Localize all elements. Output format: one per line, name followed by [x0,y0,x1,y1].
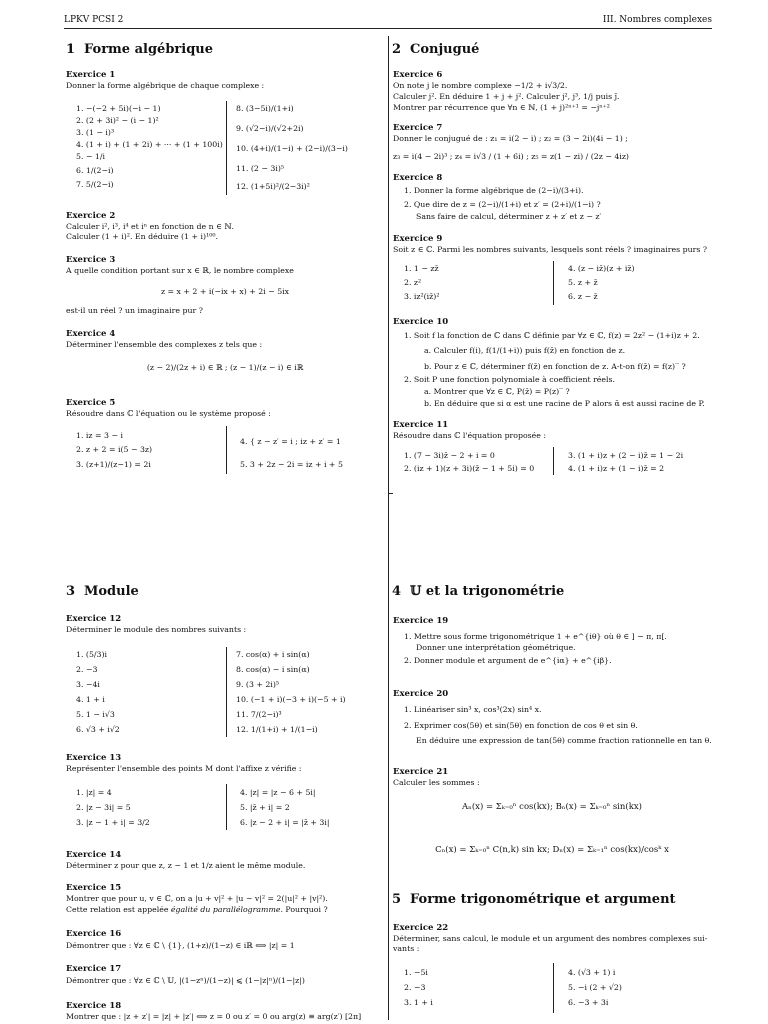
exercise-6-title: Exercice 6 [393,70,443,80]
exercise-4-title: Exercice 4 [66,329,116,339]
list-item: 2. −3 [76,665,98,674]
exercise-14-line: Déterminer z pour que z, z − 1 et 1/z aient le même module. [66,861,306,870]
header-right: III. Nombres complexes [602,15,712,25]
exercise-22-title: Exercice 22 [393,923,449,933]
exercise-19-line: 1. Mettre sous forme trigonométrique 1 + e^{iθ} où θ ∈ ] − π, π[. [404,632,667,641]
tick-mark [388,493,393,494]
list-item: 4. (z − iz̄)(z + iz̄) [568,264,635,273]
section-2-heading: 2 Conjugué [392,42,480,57]
exercise-19-title: Exercice 19 [393,616,449,626]
exercise-4-equation: (z − 2)/(2z + i) ∈ ℝ ; (z − 1)/(z − i) ∈ iℝ [146,363,304,372]
list-item: 1. 1 − zz̄ [404,264,439,273]
exercise-3-title: Exercice 3 [66,255,116,265]
list-item: 6. −3 + 3i [568,998,609,1007]
list-item: 1. |z| = 4 [76,788,112,797]
exercise-20-title: Exercice 20 [393,689,449,699]
list-item: 9. (3 + 2i)⁵ [236,680,280,689]
list-divider [226,647,227,737]
list-item: 2. (iz + 1)(z + 3i)(z̄ − 1 + 5i) = 0 [404,464,535,473]
exercise-20-line: 1. Linéariser sin³ x, cos³(2x) sin⁴ x. [404,705,542,714]
list-item: 5. 3 + 2z − 2i = iz + i + 5 [240,460,343,469]
exercise-6-line: On note j le nombre complexe −1/2 + i√3/2. [393,81,568,90]
exercise-2-line: Calculer (1 + i)². En déduire (1 + i)¹⁰⁰. [66,232,218,241]
exercise-3-line: est-il un réel ? un imaginaire pur ? [66,306,203,315]
list-item: 11. (2 − 3i)⁵ [236,164,284,173]
exercise-2-line: Calculer i², i³, i⁴ et iⁿ en fonction de n ∈ ℕ. [66,222,234,231]
list-divider [226,426,227,474]
exercise-7-line: z₃ = i(4 − 2i)³ ; z₄ = i√3 / (1 + 6i) ; z₅ = z(1 − zi) / (2z − 4iz) [393,152,629,161]
header-left: LPKV PCSI 2 [64,15,124,25]
list-item: 1. −5i [404,968,428,977]
exercise-15-line: Cette relation est appelée égalité du parallélogramme. Pourquoi ? [66,905,328,914]
list-item: 3. (1 − i)³ [76,128,115,137]
section-5-heading: 5 Forme trigonométrique et argument [392,892,676,907]
list-item: 5. − 1/i [76,152,106,161]
exercise-19-line: Donner une interprétation géométrique. [416,643,576,652]
list-item: 1. (5/3)i [76,650,108,659]
exercise-10-line: 1. Soit f la fonction de ℂ dans ℂ définie par ∀z ∈ ℂ, f(z) = 2z² − (1+i)z + 2. [404,331,700,340]
list-item: 12. 1/(1+i) + 1/(1−i) [236,725,318,734]
exercise-10-line: b. Pour z ∈ ℂ, déterminer f(z̄) en fonction de z. A-t-on f(z̄) = f(z)‾ ? [424,362,686,371]
list-divider [553,963,554,1013]
exercise-5-line: Résoudre dans ℂ l'équation ou le système proposé : [66,409,271,418]
list-divider [553,447,554,475]
exercise-18-title: Exercice 18 [66,1001,122,1011]
exercise-8-line: 1. Donner la forme algébrique de (2−i)/(3+i). [404,186,584,195]
exercise-1-title: Exercice 1 [66,70,116,80]
exercise-16-title: Exercice 16 [66,929,122,939]
list-item: 1. (7 − 3i)z̄ − 2 + i = 0 [404,451,495,460]
exercise-10-line: 2. Soit P une fonction polynomiale à coefficient réels. [404,375,615,384]
section-4-heading: 4 𝕌 et la trigonométrie [392,584,565,599]
list-item: 2. z² [404,278,422,287]
list-item: 3. |z − 1 + i| = 3/2 [76,818,150,827]
list-divider [226,101,227,195]
list-item: 10. (4+i)/(1−i) + (2−i)/(3−i) [236,144,348,153]
list-item: 4. |z| = |z − 6 + 5i| [240,788,316,797]
list-item: 3. 1 + i [404,998,433,1007]
exercise-22-line: Déterminer, sans calcul, le module et un argument des nombres complexes sui- [393,934,708,943]
list-item: 9. (√2−i)/(√2+2i) [236,124,304,133]
exercise-15-line: Montrer que pour u, v ∈ ℂ, on a |u + v|² + |u − v|² = 2(|u|² + |v|²). [66,894,328,903]
list-item: 5. |z̄ + i| = 2 [240,803,290,812]
list-item: 6. √3 + i√2 [76,725,120,734]
exercise-7-line: Donner le conjugué de : z₁ = i(2 − i) ; z₂ = (3 − 2i)(4i − 1) ; [393,134,628,143]
section-3-heading: 3 Module [66,584,139,599]
exercise-10-line: a. Calculer f(i), f(1/(1+i)) puis f(z̄) en fonction de z. [424,346,626,355]
exercise-13-title: Exercice 13 [66,753,122,763]
list-item: 4. 1 + i [76,695,105,704]
list-item: 11. 7/(2−i)³ [236,710,282,719]
list-item: 3. (1 + i)z + (2 − i)z̄ = 1 − 2i [568,451,684,460]
list-divider [553,261,554,305]
list-item: 4. (1 + i) + (1 + 2i) + ··· + (1 + 100i) [76,140,223,149]
exercise-11-line: Résoudre dans ℂ l'équation proposée : [393,431,547,440]
list-item: 7. cos(α) + i sin(α) [236,650,310,659]
list-item: 8. (3−5i)/(1+i) [236,104,294,113]
list-item: 2. (2 + 3i)² − (i − 1)² [76,116,159,125]
list-item: 1. −(−2 + 5i)(−i − 1) [76,104,161,113]
list-item: 2. z + 2 = i(5 − 3z) [76,445,153,454]
exercise-12-title: Exercice 12 [66,614,122,624]
list-divider [226,784,227,830]
list-item: 6. |z − 2 + i| = |z̄ + 3i| [240,818,330,827]
exercise-13-line: Représenter l'ensemble des points M dont l'affixe z vérifie : [66,764,302,773]
exercise-15-title: Exercice 15 [66,883,122,893]
list-item: 3. (z+1)/(z−1) = 2i [76,460,151,469]
exercise-8-title: Exercice 8 [393,173,443,183]
exercise-3-equation: z = x + 2 + i(−ix + x) + 2i − 5ix [160,287,290,296]
exercise-17-line: Démontrer que : ∀z ∈ ℂ \ 𝕌, |(1−zⁿ)/(1−z)| ⩽ (1−|z|ⁿ)/(1−|z|) [66,976,305,985]
exercise-1-text: Donner la forme algébrique de chaque complexe : [66,81,265,90]
exercise-19-line: 2. Donner module et argument de e^{iα} + e^{iβ}. [404,656,612,665]
list-item: 5. z + z̄ [568,278,598,287]
list-item: 2. |z − 3i| = 5 [76,803,131,812]
exercise-21-equation: Aₙ(x) = Σₖ₌₀ⁿ cos(kx); Bₙ(x) = Σₖ₌₀ⁿ sin(kx) [462,802,642,812]
exercise-20-line: 2. Exprimer cos(5θ) et sin(5θ) en fonction de cos θ et sin θ. [404,721,638,730]
exercise-21-line: Calculer les sommes : [393,778,480,787]
exercise-7-title: Exercice 7 [393,123,443,133]
exercise-11-title: Exercice 11 [393,420,449,430]
exercise-6-line: Montrer par récurrence que ∀n ∈ ℕ, (1 + j)²ⁿ⁺¹ = −jⁿ⁺² [393,103,610,112]
exercise-22-line: vants : [393,944,420,953]
exercise-6-line: Calculer j². En déduire 1 + j + j². Calculer j², j³, 1/j puis j̄. [393,92,620,101]
exercise-14-title: Exercice 14 [66,850,122,860]
exercise-8-line: 2. Que dire de z = (2−i)/(1+i) et z′ = (2+i)/(1−i) ? [404,200,601,209]
list-item: 5. 1 − i√3 [76,710,115,719]
list-item: 7. 5/(2−i) [76,180,114,189]
column-divider [388,36,389,1020]
list-item: 4. (1 + i)z + (1 − i)z̄ = 2 [568,464,665,473]
list-item: 5. −i (2 + √2) [568,983,622,992]
list-item: 4. (√3 + 1) i [568,968,616,977]
section-1-heading: 1 Forme algébrique [66,42,214,57]
list-item: 10. (−1 + i)(−3 + i)(−5 + i) [236,695,346,704]
list-item: 8. cos(α) − i sin(α) [236,665,310,674]
exercise-9-line: Soit z ∈ ℂ. Parmi les nombres suivants, lesquels sont réels ? imaginaires purs ? [393,245,707,254]
exercise-3-line: A quelle condition portant sur x ∈ ℝ, le nombre complexe [66,266,294,275]
exercise-8-line: Sans faire de calcul, déterminer z + z′ et z − z′ [416,212,602,221]
exercise-10-title: Exercice 10 [393,317,449,327]
exercise-16-line: Démontrer que : ∀z ∈ ℂ \ {1}, (1+z)/(1−z) ∈ iℝ ⟺ |z| = 1 [66,941,295,950]
exercise-21-equation: Cₙ(x) = Σₖ₌₀ⁿ C(n,k) sin kx; Dₙ(x) = Σₖ₌₁ⁿ cos(kx)/cosᵏ x [435,845,669,855]
exercise-2-title: Exercice 2 [66,211,116,221]
list-item: 1. iz = 3 − i [76,431,123,440]
exercise-17-title: Exercice 17 [66,964,122,974]
list-item: 12. (1+5i)²/(2−3i)² [236,182,310,191]
exercise-4-line: Déterminer l'ensemble des complexes z tels que : [66,340,263,349]
list-item: 2. −3 [404,983,426,992]
exercise-9-title: Exercice 9 [393,234,443,244]
exercise-12-line: Déterminer le module des nombres suivants : [66,625,247,634]
exercise-20-line: En déduire une expression de tan(5θ) comme fraction rationnelle en tan θ. [416,736,712,745]
list-item: 6. 1/(2−i) [76,166,114,175]
exercise-10-line: b. En déduire que si α est une racine de P alors ᾱ est aussi racine de P. [424,399,705,408]
header-rule [64,28,712,29]
exercise-10-line: a. Montrer que ∀z ∈ ℂ, P(z̄) = P(z)‾ ? [424,387,570,396]
exercise-21-title: Exercice 21 [393,767,449,777]
list-item: 3. −4i [76,680,100,689]
list-item: 6. z − z̄ [568,292,598,301]
exercise-18-line: Montrer que : |z + z′| = |z| + |z′| ⟺ z = 0 ou z′ = 0 ou arg(z) ≡ arg(z′) [2π] [66,1012,362,1021]
exercise-5-title: Exercice 5 [66,398,116,408]
list-item: 4. { z − z′ = i ; iz + z′ = 1 [240,437,341,446]
list-item: 3. iz²(iz̄)² [404,292,440,301]
